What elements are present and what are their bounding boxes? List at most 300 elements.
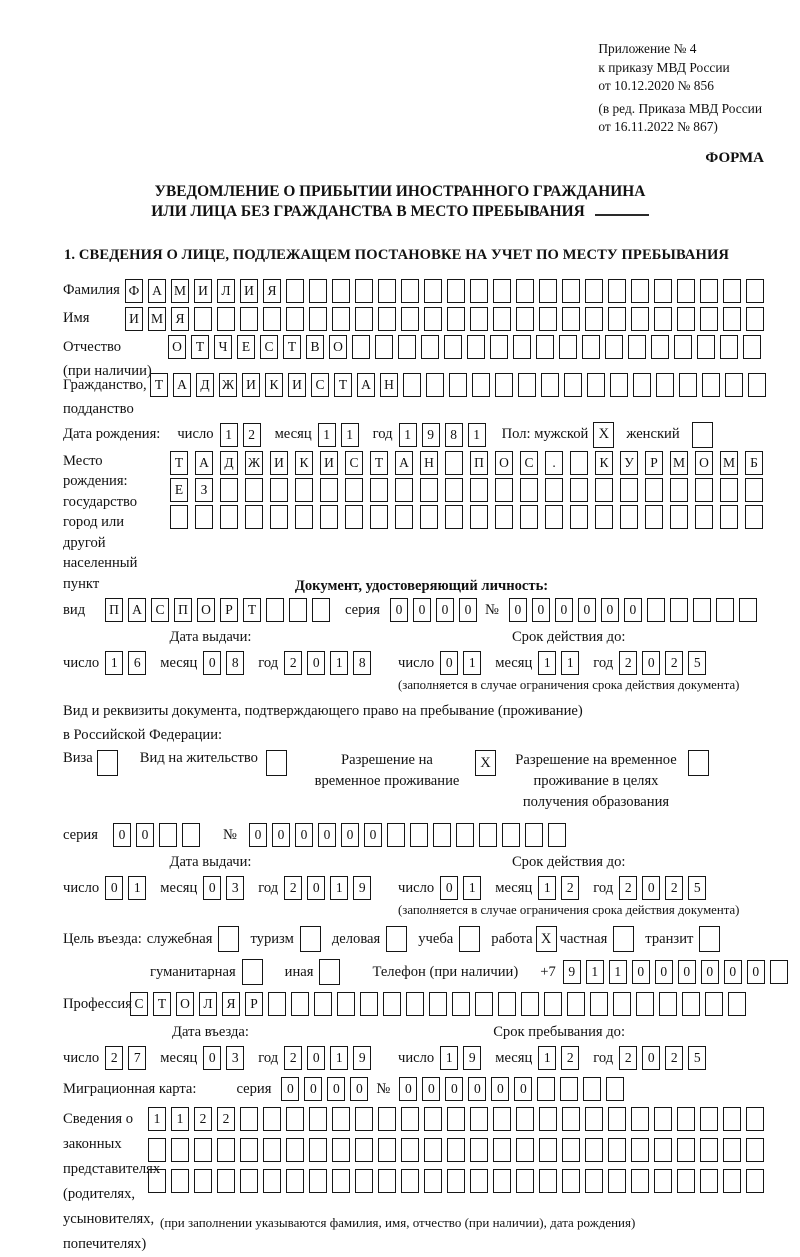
char-box[interactable] xyxy=(493,307,511,331)
char-box[interactable] xyxy=(654,1138,672,1162)
char-box[interactable] xyxy=(424,1138,442,1162)
char-box[interactable] xyxy=(647,598,665,622)
char-box[interactable] xyxy=(677,1107,695,1131)
char-box[interactable] xyxy=(679,373,697,397)
char-box[interactable] xyxy=(739,598,757,622)
char-box[interactable] xyxy=(495,373,513,397)
char-box[interactable] xyxy=(521,992,539,1016)
char-box[interactable] xyxy=(286,307,304,331)
char-box[interactable] xyxy=(312,598,330,622)
char-box[interactable]: 1 xyxy=(463,651,481,675)
char-box[interactable]: 5 xyxy=(688,651,706,675)
char-box[interactable]: 0 xyxy=(642,876,660,900)
char-box[interactable] xyxy=(545,478,563,502)
char-box[interactable] xyxy=(352,335,370,359)
char-box[interactable]: А xyxy=(173,373,191,397)
char-box[interactable]: А xyxy=(395,451,413,475)
char-box[interactable] xyxy=(516,1107,534,1131)
char-box[interactable] xyxy=(270,478,288,502)
char-box[interactable] xyxy=(495,505,513,529)
char-box[interactable] xyxy=(429,992,447,1016)
char-box[interactable] xyxy=(445,451,463,475)
char-box[interactable]: 0 xyxy=(642,1046,660,1070)
char-box[interactable] xyxy=(716,598,734,622)
char-box[interactable]: О xyxy=(695,451,713,475)
char-box[interactable] xyxy=(539,1169,557,1193)
char-box[interactable] xyxy=(263,1138,281,1162)
char-box[interactable] xyxy=(590,992,608,1016)
char-box[interactable] xyxy=(516,279,534,303)
char-box[interactable] xyxy=(562,279,580,303)
char-box[interactable] xyxy=(490,335,508,359)
char-box[interactable] xyxy=(433,823,451,847)
char-box[interactable] xyxy=(445,505,463,529)
char-box[interactable]: В xyxy=(306,335,324,359)
char-box[interactable]: 1 xyxy=(538,1046,556,1070)
temp-residence-education-checkbox[interactable] xyxy=(688,750,709,776)
char-box[interactable]: 0 xyxy=(327,1077,345,1101)
char-box[interactable] xyxy=(493,1107,511,1131)
char-box[interactable] xyxy=(570,505,588,529)
char-box[interactable]: Е xyxy=(237,335,255,359)
char-box[interactable]: 0 xyxy=(440,651,458,675)
char-box[interactable] xyxy=(420,505,438,529)
char-box[interactable] xyxy=(608,307,626,331)
char-box[interactable] xyxy=(585,279,603,303)
char-box[interactable] xyxy=(444,335,462,359)
char-box[interactable]: П xyxy=(174,598,192,622)
char-box[interactable] xyxy=(537,1077,555,1101)
char-box[interactable]: . xyxy=(545,451,563,475)
char-box[interactable] xyxy=(562,1107,580,1131)
char-box[interactable] xyxy=(539,307,557,331)
char-box[interactable]: К xyxy=(265,373,283,397)
char-box[interactable] xyxy=(421,335,439,359)
char-box[interactable]: 0 xyxy=(136,823,154,847)
char-box[interactable] xyxy=(470,307,488,331)
char-box[interactable] xyxy=(345,505,363,529)
char-box[interactable]: 9 xyxy=(563,960,581,984)
char-box[interactable] xyxy=(424,1169,442,1193)
char-box[interactable] xyxy=(585,1169,603,1193)
char-box[interactable] xyxy=(608,1138,626,1162)
char-box[interactable] xyxy=(470,1107,488,1131)
char-box[interactable] xyxy=(447,279,465,303)
char-box[interactable]: 2 xyxy=(619,651,637,675)
char-box[interactable] xyxy=(470,1169,488,1193)
char-box[interactable]: 9 xyxy=(353,1046,371,1070)
char-box[interactable] xyxy=(345,478,363,502)
char-box[interactable] xyxy=(654,307,672,331)
char-box[interactable]: Л xyxy=(199,992,217,1016)
char-box[interactable] xyxy=(263,1107,281,1131)
char-box[interactable] xyxy=(720,335,738,359)
char-box[interactable] xyxy=(544,992,562,1016)
char-box[interactable] xyxy=(332,307,350,331)
char-box[interactable] xyxy=(745,505,763,529)
char-box[interactable] xyxy=(587,373,605,397)
char-box[interactable] xyxy=(562,307,580,331)
char-box[interactable]: 9 xyxy=(353,876,371,900)
char-box[interactable]: И xyxy=(242,373,260,397)
char-box[interactable] xyxy=(720,478,738,502)
char-box[interactable]: 1 xyxy=(586,960,604,984)
char-box[interactable] xyxy=(695,505,713,529)
char-box[interactable] xyxy=(401,1107,419,1131)
char-box[interactable] xyxy=(567,992,585,1016)
char-box[interactable]: Т xyxy=(150,373,168,397)
char-box[interactable]: А xyxy=(357,373,375,397)
char-box[interactable]: 2 xyxy=(217,1107,235,1131)
char-box[interactable] xyxy=(309,1107,327,1131)
char-box[interactable] xyxy=(606,1077,624,1101)
char-box[interactable] xyxy=(370,505,388,529)
char-box[interactable] xyxy=(195,505,213,529)
char-box[interactable] xyxy=(309,279,327,303)
char-box[interactable] xyxy=(493,1169,511,1193)
char-box[interactable] xyxy=(387,823,405,847)
char-box[interactable]: С xyxy=(520,451,538,475)
char-box[interactable]: 1 xyxy=(148,1107,166,1131)
char-box[interactable]: 0 xyxy=(307,1046,325,1070)
char-box[interactable] xyxy=(470,279,488,303)
char-box[interactable] xyxy=(608,1107,626,1131)
char-box[interactable] xyxy=(656,373,674,397)
char-box[interactable] xyxy=(745,478,763,502)
char-box[interactable] xyxy=(375,335,393,359)
other-purpose-checkbox[interactable] xyxy=(319,959,340,985)
char-box[interactable]: О xyxy=(168,335,186,359)
char-box[interactable] xyxy=(562,1138,580,1162)
char-box[interactable] xyxy=(697,335,715,359)
char-box[interactable] xyxy=(295,505,313,529)
char-box[interactable] xyxy=(240,1138,258,1162)
char-box[interactable] xyxy=(220,505,238,529)
char-box[interactable] xyxy=(355,307,373,331)
char-box[interactable]: Я xyxy=(222,992,240,1016)
char-box[interactable] xyxy=(309,1138,327,1162)
char-box[interactable]: Ч xyxy=(214,335,232,359)
char-box[interactable]: 0 xyxy=(413,598,431,622)
char-box[interactable]: 0 xyxy=(747,960,765,984)
char-box[interactable] xyxy=(720,505,738,529)
char-box[interactable] xyxy=(610,373,628,397)
char-box[interactable] xyxy=(410,823,428,847)
char-box[interactable] xyxy=(159,823,177,847)
char-box[interactable] xyxy=(452,992,470,1016)
char-box[interactable] xyxy=(355,279,373,303)
char-box[interactable]: 0 xyxy=(341,823,359,847)
char-box[interactable]: 2 xyxy=(284,651,302,675)
char-box[interactable] xyxy=(406,992,424,1016)
char-box[interactable]: Б xyxy=(745,451,763,475)
char-box[interactable] xyxy=(585,1138,603,1162)
char-box[interactable] xyxy=(631,279,649,303)
char-box[interactable]: Т xyxy=(170,451,188,475)
char-box[interactable] xyxy=(360,992,378,1016)
char-box[interactable] xyxy=(383,992,401,1016)
char-box[interactable] xyxy=(217,1169,235,1193)
char-box[interactable]: Ф xyxy=(125,279,143,303)
char-box[interactable]: К xyxy=(295,451,313,475)
char-box[interactable]: 0 xyxy=(624,598,642,622)
char-box[interactable]: А xyxy=(148,279,166,303)
business-checkbox[interactable] xyxy=(386,926,407,952)
char-box[interactable]: 0 xyxy=(509,598,527,622)
char-box[interactable] xyxy=(470,478,488,502)
char-box[interactable] xyxy=(286,279,304,303)
char-box[interactable]: 2 xyxy=(284,1046,302,1070)
char-box[interactable] xyxy=(682,992,700,1016)
char-box[interactable] xyxy=(723,1169,741,1193)
char-box[interactable] xyxy=(475,992,493,1016)
char-box[interactable]: 8 xyxy=(445,423,463,447)
char-box[interactable] xyxy=(723,1138,741,1162)
char-box[interactable] xyxy=(677,307,695,331)
char-box[interactable]: Т xyxy=(243,598,261,622)
char-box[interactable]: 5 xyxy=(688,1046,706,1070)
char-box[interactable] xyxy=(746,1169,764,1193)
char-box[interactable]: С xyxy=(260,335,278,359)
char-box[interactable] xyxy=(608,1169,626,1193)
char-box[interactable] xyxy=(516,307,534,331)
char-box[interactable]: 8 xyxy=(226,651,244,675)
char-box[interactable]: Н xyxy=(380,373,398,397)
char-box[interactable] xyxy=(337,992,355,1016)
char-box[interactable] xyxy=(194,1169,212,1193)
char-box[interactable]: 0 xyxy=(701,960,719,984)
char-box[interactable] xyxy=(536,335,554,359)
char-box[interactable]: А xyxy=(195,451,213,475)
char-box[interactable] xyxy=(493,1138,511,1162)
char-box[interactable] xyxy=(705,992,723,1016)
char-box[interactable] xyxy=(636,992,654,1016)
char-box[interactable] xyxy=(539,1107,557,1131)
char-box[interactable] xyxy=(595,478,613,502)
char-box[interactable]: 1 xyxy=(105,651,123,675)
char-box[interactable] xyxy=(467,335,485,359)
char-box[interactable]: 0 xyxy=(203,876,221,900)
char-box[interactable] xyxy=(548,823,566,847)
char-box[interactable]: 1 xyxy=(171,1107,189,1131)
char-box[interactable] xyxy=(395,478,413,502)
char-box[interactable]: 0 xyxy=(390,598,408,622)
char-box[interactable] xyxy=(295,478,313,502)
char-box[interactable]: 0 xyxy=(318,823,336,847)
char-box[interactable]: О xyxy=(329,335,347,359)
char-box[interactable]: С xyxy=(151,598,169,622)
char-box[interactable] xyxy=(495,478,513,502)
char-box[interactable] xyxy=(217,307,235,331)
char-box[interactable]: Т xyxy=(283,335,301,359)
char-box[interactable] xyxy=(148,1138,166,1162)
char-box[interactable] xyxy=(620,505,638,529)
sex-female-checkbox[interactable] xyxy=(692,422,713,448)
char-box[interactable]: Р xyxy=(645,451,663,475)
char-box[interactable] xyxy=(670,598,688,622)
char-box[interactable] xyxy=(605,335,623,359)
official-checkbox[interactable] xyxy=(218,926,239,952)
char-box[interactable] xyxy=(746,279,764,303)
char-box[interactable] xyxy=(266,598,284,622)
char-box[interactable]: 1 xyxy=(318,423,336,447)
char-box[interactable]: 0 xyxy=(249,823,267,847)
char-box[interactable] xyxy=(770,960,788,984)
char-box[interactable] xyxy=(270,505,288,529)
char-box[interactable]: Т xyxy=(334,373,352,397)
char-box[interactable]: 0 xyxy=(295,823,313,847)
char-box[interactable] xyxy=(420,478,438,502)
char-box[interactable] xyxy=(170,505,188,529)
char-box[interactable] xyxy=(651,335,669,359)
char-box[interactable] xyxy=(520,505,538,529)
char-box[interactable]: 2 xyxy=(619,1046,637,1070)
char-box[interactable] xyxy=(746,1107,764,1131)
char-box[interactable]: 0 xyxy=(578,598,596,622)
private-checkbox[interactable] xyxy=(613,926,634,952)
char-box[interactable] xyxy=(263,1169,281,1193)
char-box[interactable]: Е xyxy=(170,478,188,502)
char-box[interactable] xyxy=(670,505,688,529)
char-box[interactable] xyxy=(403,373,421,397)
char-box[interactable] xyxy=(286,1107,304,1131)
char-box[interactable] xyxy=(677,279,695,303)
char-box[interactable] xyxy=(659,992,677,1016)
char-box[interactable]: 0 xyxy=(724,960,742,984)
char-box[interactable]: 2 xyxy=(619,876,637,900)
char-box[interactable]: 0 xyxy=(440,876,458,900)
char-box[interactable]: И xyxy=(194,279,212,303)
char-box[interactable] xyxy=(516,1169,534,1193)
char-box[interactable]: 0 xyxy=(555,598,573,622)
char-box[interactable] xyxy=(424,1107,442,1131)
char-box[interactable]: 2 xyxy=(194,1107,212,1131)
char-box[interactable]: 2 xyxy=(665,651,683,675)
char-box[interactable] xyxy=(654,1107,672,1131)
char-box[interactable] xyxy=(746,307,764,331)
char-box[interactable]: С xyxy=(311,373,329,397)
char-box[interactable] xyxy=(541,373,559,397)
char-box[interactable]: Д xyxy=(220,451,238,475)
char-box[interactable] xyxy=(320,478,338,502)
char-box[interactable] xyxy=(562,1169,580,1193)
char-box[interactable]: 0 xyxy=(272,823,290,847)
char-box[interactable]: 0 xyxy=(364,823,382,847)
char-box[interactable]: Я xyxy=(263,279,281,303)
char-box[interactable] xyxy=(217,1138,235,1162)
char-box[interactable] xyxy=(171,1169,189,1193)
char-box[interactable] xyxy=(309,307,327,331)
char-box[interactable] xyxy=(286,1138,304,1162)
char-box[interactable] xyxy=(314,992,332,1016)
char-box[interactable] xyxy=(332,1107,350,1131)
char-box[interactable]: 7 xyxy=(128,1046,146,1070)
char-box[interactable] xyxy=(620,478,638,502)
char-box[interactable] xyxy=(631,1169,649,1193)
char-box[interactable]: 0 xyxy=(307,651,325,675)
char-box[interactable]: М xyxy=(670,451,688,475)
char-box[interactable] xyxy=(539,1138,557,1162)
char-box[interactable] xyxy=(545,505,563,529)
char-box[interactable] xyxy=(693,598,711,622)
char-box[interactable] xyxy=(240,1107,258,1131)
char-box[interactable]: И xyxy=(288,373,306,397)
char-box[interactable]: 1 xyxy=(440,1046,458,1070)
char-box[interactable] xyxy=(398,335,416,359)
char-box[interactable] xyxy=(401,1138,419,1162)
char-box[interactable] xyxy=(449,373,467,397)
char-box[interactable]: 0 xyxy=(445,1077,463,1101)
char-box[interactable]: Р xyxy=(220,598,238,622)
char-box[interactable] xyxy=(700,1107,718,1131)
char-box[interactable]: И xyxy=(240,279,258,303)
char-box[interactable] xyxy=(182,823,200,847)
char-box[interactable] xyxy=(447,1169,465,1193)
char-box[interactable]: 0 xyxy=(459,598,477,622)
char-box[interactable] xyxy=(654,279,672,303)
char-box[interactable] xyxy=(194,307,212,331)
char-box[interactable]: 1 xyxy=(330,651,348,675)
char-box[interactable]: С xyxy=(130,992,148,1016)
char-box[interactable] xyxy=(670,478,688,502)
char-box[interactable]: Т xyxy=(153,992,171,1016)
char-box[interactable] xyxy=(355,1169,373,1193)
char-box[interactable] xyxy=(355,1138,373,1162)
char-box[interactable]: 1 xyxy=(330,1046,348,1070)
char-box[interactable] xyxy=(378,1138,396,1162)
transit-checkbox[interactable] xyxy=(699,926,720,952)
char-box[interactable]: 0 xyxy=(399,1077,417,1101)
char-box[interactable] xyxy=(564,373,582,397)
char-box[interactable] xyxy=(700,279,718,303)
char-box[interactable]: 0 xyxy=(105,876,123,900)
char-box[interactable]: О xyxy=(197,598,215,622)
char-box[interactable] xyxy=(424,279,442,303)
char-box[interactable]: 3 xyxy=(226,876,244,900)
char-box[interactable]: 0 xyxy=(632,960,650,984)
residence-permit-checkbox[interactable] xyxy=(266,750,287,776)
char-box[interactable]: 0 xyxy=(601,598,619,622)
char-box[interactable]: М xyxy=(148,307,166,331)
char-box[interactable]: 8 xyxy=(353,651,371,675)
char-box[interactable]: 0 xyxy=(532,598,550,622)
char-box[interactable]: 0 xyxy=(514,1077,532,1101)
char-box[interactable] xyxy=(286,1169,304,1193)
char-box[interactable] xyxy=(493,279,511,303)
char-box[interactable] xyxy=(240,307,258,331)
char-box[interactable]: П xyxy=(105,598,123,622)
char-box[interactable] xyxy=(582,335,600,359)
char-box[interactable] xyxy=(148,1169,166,1193)
char-box[interactable]: Ж xyxy=(245,451,263,475)
char-box[interactable] xyxy=(502,823,520,847)
char-box[interactable]: 2 xyxy=(665,1046,683,1070)
sex-male-checkbox[interactable]: X xyxy=(593,422,614,448)
char-box[interactable] xyxy=(560,1077,578,1101)
char-box[interactable] xyxy=(171,1138,189,1162)
char-box[interactable] xyxy=(570,478,588,502)
char-box[interactable]: 0 xyxy=(491,1077,509,1101)
char-box[interactable]: 1 xyxy=(538,876,556,900)
char-box[interactable] xyxy=(725,373,743,397)
char-box[interactable]: 1 xyxy=(538,651,556,675)
char-box[interactable]: М xyxy=(720,451,738,475)
char-box[interactable]: 1 xyxy=(399,423,417,447)
char-box[interactable]: 0 xyxy=(281,1077,299,1101)
char-box[interactable] xyxy=(700,307,718,331)
char-box[interactable]: 0 xyxy=(304,1077,322,1101)
char-box[interactable] xyxy=(608,279,626,303)
